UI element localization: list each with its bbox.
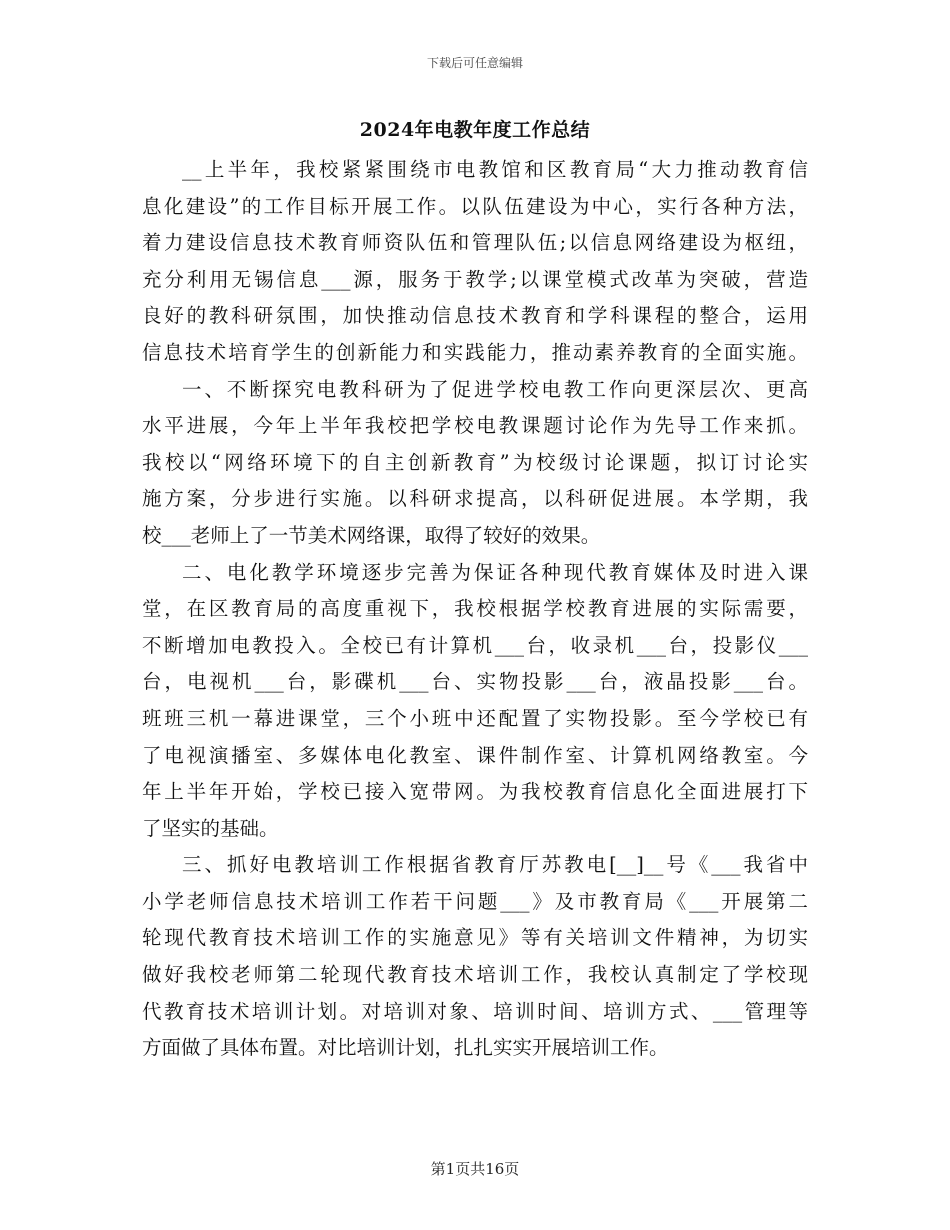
paragraph-line: 一、不断探究电教科研为了促进学校电教工作向更深层次、更高	[182, 377, 808, 401]
paragraph-line: 三、抓好电教培训工作根据省教育厅苏教电[__]__号《___我省中	[182, 853, 808, 877]
paragraph-section-3	[142, 847, 808, 1067]
paragraph-line: 年上半年开始，学校已接入宽带网。为我校教育信息化全面进展打下	[142, 780, 808, 804]
paragraph-line: 我校以“网络环境下的自主创新教育”为校级讨论课题，拟订讨论实	[142, 450, 808, 474]
paragraph-line: 二、电化教学环境逐步完善为保证各种现代教育媒体及时进入课	[182, 560, 808, 584]
paragraph-line: 良好的教科研氛围，加快推动信息技术教育和学科课程的整合，运用	[142, 304, 808, 328]
paragraph-line: 施方案，分步进行实施。以科研求提高，以科研促进展。本学期，我	[142, 487, 808, 511]
document-body	[142, 152, 808, 1067]
header-note: 下载后可任意编辑	[426, 56, 523, 70]
paragraph-line: 信息技术培育学生的创新能力和实践能力，推动素养教育的全面实施。	[142, 340, 808, 364]
paragraph-line: 了坚实的基础。	[142, 816, 279, 840]
paragraph-line: 方面做了具体布置。对比培训计划，扎扎实实开展培训工作。	[142, 1036, 669, 1060]
paragraph-line: 充分利用无锡信息___源，服务于教学;以课堂模式改革为突破，营造	[142, 267, 808, 291]
paragraph-line: 着力建设信息技术教育师资队伍和管理队伍;以信息网络建设为枢纽，	[142, 231, 808, 255]
paragraph-line: 做好我校老师第二轮现代教育技术培训工作，我校认真制定了学校现	[142, 963, 808, 987]
paragraph-section-2	[142, 555, 808, 848]
paragraph-line: 堂，在区教育局的高度重视下，我校根据学校教育进展的实际需要，	[142, 597, 808, 621]
paragraph-line: __上半年，我校紧紧围绕市电教馆和区教育局“大力推动教育信	[182, 158, 808, 181]
paragraph-intro	[142, 152, 808, 372]
document-title: 2024年电教年度工作总结	[359, 119, 591, 141]
paragraph-line: 息化建设”的工作目标开展工作。以队伍建设为中心，实行各种方法，	[142, 194, 808, 218]
paragraph-line: 班班三机一幕进课堂，三个小班中还配置了实物投影。至今学校已有	[142, 706, 808, 730]
paragraph-line: 了电视演播室、多媒体电化教室、课件制作室、计算机网络教室。今	[142, 743, 808, 767]
page-number: 第1页共16页	[430, 1160, 520, 1178]
paragraph-line: 台，电视机___台，影碟机___台、实物投影___台，液晶投影___台。	[142, 670, 808, 694]
paragraph-section-1	[142, 372, 808, 555]
paragraph-line: 代教育技术培训计划。对培训对象、培训时间、培训方式、___管理等	[142, 999, 808, 1023]
paragraph-line: 不断增加电教投入。全校已有计算机___台，收录机___台，投影仪___	[142, 633, 808, 657]
paragraph-line: 水平进展，今年上半年我校把学校电教课题讨论作为先导工作来抓。	[142, 414, 808, 438]
paragraph-line: 小学老师信息技术培训工作若干问题___》及市教育局《___开展第二	[142, 889, 808, 913]
paragraph-line: 校___老师上了一节美术网络课，取得了较好的效果。	[142, 523, 601, 547]
paragraph-line: 轮现代教育技术培训工作的实施意见》等有关培训文件精神，为切实	[142, 926, 808, 950]
